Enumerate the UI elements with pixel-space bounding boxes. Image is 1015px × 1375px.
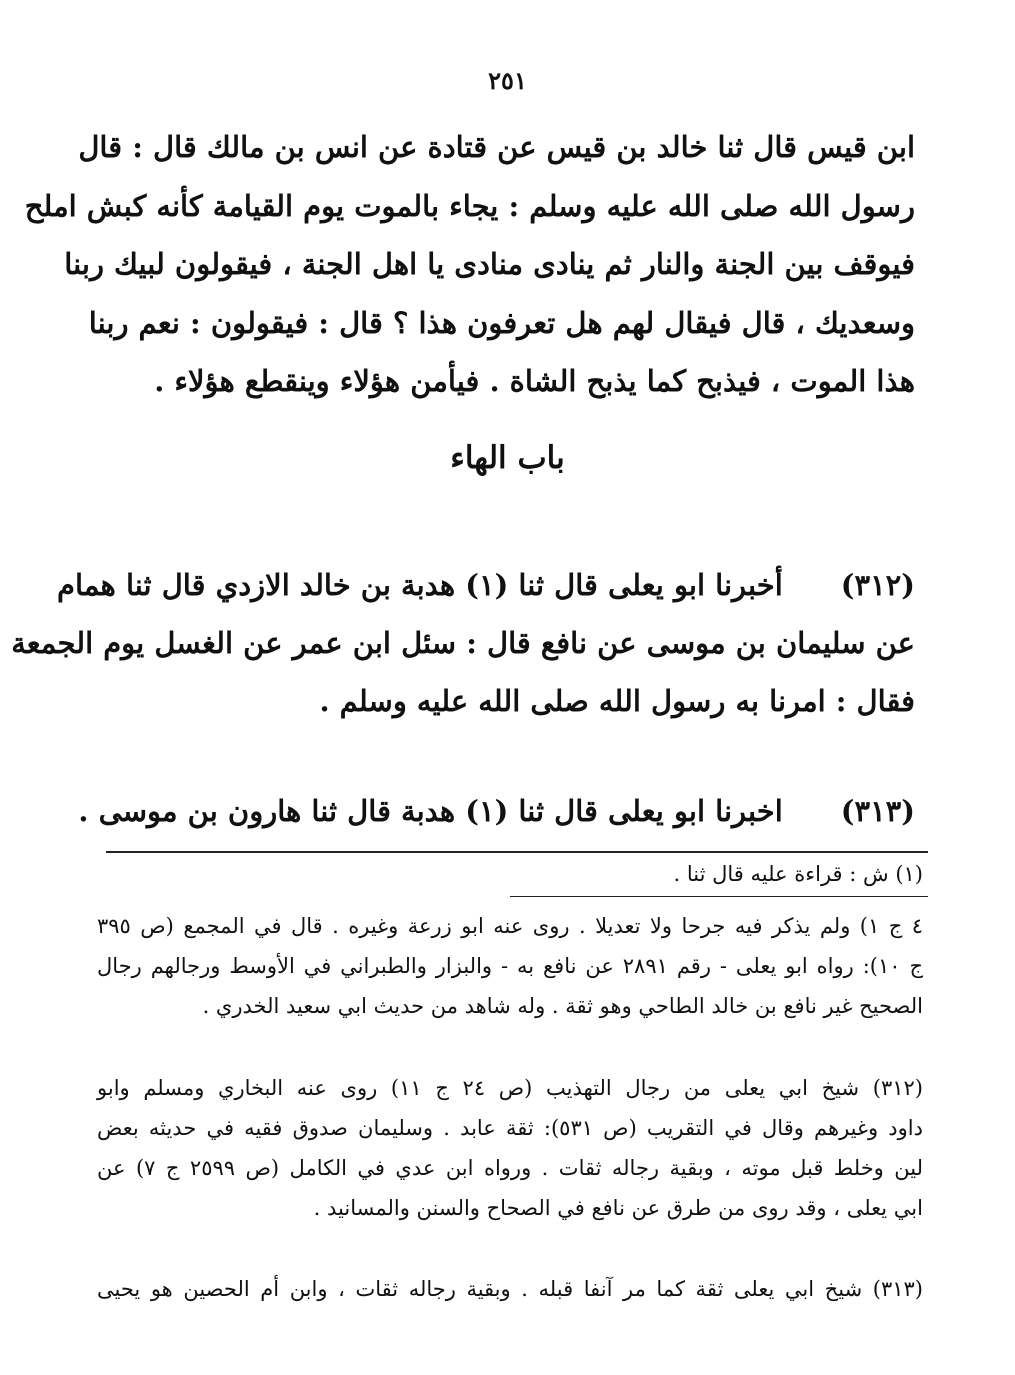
footnote-line: (٣١٢) شيخ ابي يعلى من رجال التهذيب (ص ٢٤ ج ١١) روى عنه البخاري ومسلم وابو: [97, 1076, 923, 1100]
hadith-312-first-line: [57, 556, 915, 614]
hadith-313-first-line: [78, 782, 915, 841]
hadith-text: أخبرنا ابو يعلى قال ثنا (١) هدبة بن خالد الازدي قال ثنا همام: [57, 568, 783, 602]
footnote-line: لين وخلط قبل موته ، وبقية رجاله ثقات . ورواه ابن عدي في الكامل (ص ٢٥٩٩ ج ٧) عن: [97, 1156, 923, 1180]
footnote-subdivider: [510, 896, 928, 897]
footnote-line: الصحيح غير نافع بن خالد الطاحي وهو ثقة . وله شاهد من حديث ابي سعيد الخدري .: [202, 994, 923, 1018]
hadith-number: (٣١٣): [840, 794, 915, 828]
text-line: فقال : امرنا به رسول الله صلى الله عليه وسلم .: [319, 684, 915, 718]
hadith-text: اخبرنا ابو يعلى قال ثنا (١) هدبة قال ثنا هارون بن موسى .: [78, 794, 783, 828]
text-line: عن سليمان بن موسى عن نافع قال : سئل ابن عمر عن الغسل يوم الجمعة: [11, 626, 915, 660]
hadith-312-block: [11, 556, 915, 730]
page-number: ٢٥١: [488, 66, 527, 95]
text-line: ابن قيس قال ثنا خالد بن قيس عن قتادة عن انس بن مالك قال : قال: [78, 130, 915, 164]
footnote-line: ج ١٠): رواه ابو يعلى - رقم ٢٨٩١ عن نافع به - والبزار والطبراني في الأوسط ورجالهم رجال: [97, 954, 923, 978]
text-line: فيوقف بين الجنة والنار ثم ينادى منادى يا اهل الجنة ، فيقولون لبيك ربنا: [64, 247, 915, 281]
footnote-variant: [97, 854, 923, 894]
text-line: رسول الله صلى الله عليه وسلم : يجاء بالموت يوم القيامة كأنه كبش املح: [24, 188, 915, 223]
footnote-divider: [106, 851, 928, 853]
footnote-313: [97, 1269, 923, 1309]
footnote-line: داود وغيرهم وقال في التقريب (ص ٥٣١): ثقة عابد . وسليمان صدوق فقيه في حديثه بعض: [97, 1116, 923, 1140]
footnote-line: (٣١٣) شيخ ابي يعلى ثقة كما مر آنفا قبله . وبقية رجاله ثقات ، وابن أم الحصين هو يحيى: [97, 1277, 923, 1301]
section-heading: باب الهاء: [450, 440, 565, 476]
hadith-number: (٣١٢): [840, 568, 915, 602]
footnote-line: ابي يعلى ، وقد روى من طرق عن نافع في الصحاح والسنن والمسانيد .: [313, 1196, 923, 1220]
text-line: وسعديك ، قال فيقال لهم هل تعرفون هذا ؟ قال : فيقولون : نعم ربنا: [88, 305, 915, 340]
footnote-line: (١) ش : قراءة عليه قال ثنا .: [673, 862, 923, 886]
hadith-313-block: [78, 782, 915, 841]
text-line: هذا الموت ، فيذبح كما يذبح الشاة . فيأمن هؤلاء وينقطع هؤلاء .: [154, 364, 915, 398]
hadith-continuation-block: [24, 118, 915, 411]
footnote-312: [97, 1068, 923, 1228]
footnote-general: [97, 906, 923, 1026]
footnote-line: ٤ ج ١) ولم يذكر فيه جرحا ولا تعديلا . روى عنه ابو زرعة وغيره . قال في المجمع (ص ٣٩٥: [97, 914, 923, 938]
